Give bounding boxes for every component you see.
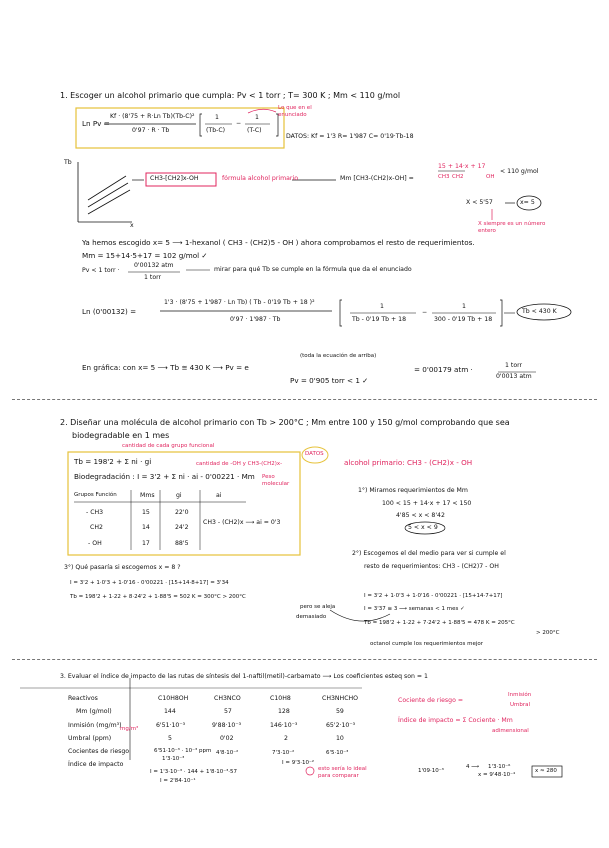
- col-2-umb: 2: [284, 735, 288, 742]
- pv-num: 1 torr: [505, 362, 523, 369]
- bracket-b-den: (T-C): [247, 127, 262, 134]
- red-note-1: Cociente de riesgo =: [398, 697, 464, 704]
- row-label-4: Cocientes de riesgo: [68, 748, 130, 755]
- compare-marker: [306, 767, 314, 775]
- formula-numerator: Kf · (8'75 + R·Ln Tb)(Tb-C)²: [110, 113, 195, 120]
- s2-heading-2: biodegradable en 1 mes: [72, 431, 170, 440]
- s2-gt: > 200°C: [536, 630, 560, 636]
- graph-line-3: [88, 190, 130, 214]
- bracket-a-den: (Tb-C): [206, 127, 226, 134]
- x-circle-text: x= 5: [520, 199, 535, 206]
- col-1-umb: 0'02: [220, 735, 234, 742]
- ineq2: 4'85 < x < 8'42: [396, 512, 445, 519]
- step1: 1°) Miramos requerimientos de Mm: [358, 487, 468, 494]
- ineq3: 5 < x < 9: [408, 524, 438, 531]
- q3-note-2: demasiado: [296, 614, 327, 620]
- table-row: - OH: [88, 540, 102, 547]
- separator-2: [12, 659, 597, 660]
- index-calc-1: I = 1'3·10⁻³ · 144 + 1'8·10⁻³·57: [150, 769, 238, 775]
- note-given: Lo que en el enunciado: [278, 105, 312, 118]
- comp-result: x ≈ 280: [535, 768, 557, 774]
- col-3-mm: 59: [336, 708, 344, 715]
- s1-line2: Mm = 15+14·5+17 = 102 g/mol ✓: [82, 251, 208, 260]
- s2-heading-1: 2. Diseñar una molécula de alcohol primario con Tb > 200°C ; Mm entre 100 y 150 g/mol comprobando que sea: [60, 418, 510, 427]
- row-label-2: Inmisión (mg/m³): [68, 722, 122, 729]
- row-label-0: Reactivos: [68, 695, 98, 702]
- comp-small: 1'3·10⁻⁶: [488, 764, 511, 770]
- s1-line3-b: mirar para qué Tb se cumple en la fórmula que da el enunciado: [214, 266, 412, 273]
- formula-label: fórmula alcohol primario: [222, 175, 298, 182]
- mm-expression: Mm [CH3-(CH2)x-OH] =: [340, 175, 414, 182]
- x-note: X siempre es un número entero: [478, 221, 546, 234]
- s2-i2: I = 3'37 ≅ 3 ⟶ semanas < 1 mes ✓: [364, 606, 465, 612]
- minus-sign: −: [236, 120, 242, 127]
- row-label-3: Umbral (ppm): [68, 735, 112, 742]
- ln-numerator: 1'3 · (8'75 + 1'987 · Ln Tb) ( Tb - 0'19 Tb + 18 )²: [164, 299, 315, 306]
- col-3-umb: 10: [336, 735, 344, 742]
- graph-line: En gráfica: con x= 5 ⟶ Tb ≅ 430 K ⟶ Pv = e: [82, 363, 249, 372]
- ai-note: CH3 - (CH2)x ⟶ ai = 0'3: [203, 519, 281, 526]
- q3-i: I = 3'2 + 1·0'3 + 1·0'16 - 0'00221 · [15+14·8+17] = 3'34: [70, 580, 229, 586]
- s1-line1: Ya hemos escogido x= 5 ⟶ 1-hexanol ( CH3 - (CH2)5 - OH ) ahora comprobamos el resto de requerimientos.: [82, 238, 475, 247]
- comp-calc-1: 1'09·10⁻³: [418, 768, 444, 774]
- col-3-inm: 65'2·10⁻³: [326, 722, 356, 729]
- s1-line3-den: 1 torr: [144, 274, 162, 281]
- pv-value: = 0'00179 atm ·: [414, 365, 473, 374]
- red-note-2: Índice de impacto = Σ Cociente · Mm: [398, 717, 513, 724]
- ln-b1-num: 1: [380, 303, 384, 310]
- q3-note-1: pero se aleja: [300, 604, 336, 610]
- step2-a: 2°) Escogemos el del medio para ver si cumple el: [352, 550, 506, 557]
- col-3-name: CH3NHCHO: [322, 695, 359, 702]
- pv-den: 0'0013 atm: [496, 373, 532, 380]
- ln-b2-den: 300 - 0'19 Tb + 18: [434, 316, 493, 323]
- red-frac-num: Inmisión: [508, 692, 532, 698]
- table-row: - CH3: [86, 509, 104, 516]
- x-inequality: X < 5'57: [466, 199, 493, 206]
- tb-equation: Tb = 198'2 + Σ ni · gi: [74, 457, 152, 466]
- bio-equation: Biodegradación : I = 3'2 + Σ ni · ai - 0'00221 · Mm: [74, 472, 255, 481]
- table-cell: 17: [142, 540, 150, 547]
- s2-tb: Tb = 198'2 + 1·22 + 7·24'2 + 1·88'5 = 478 K = 205°C: [364, 620, 515, 626]
- note-top: cantidad de cada grupo funcional: [122, 443, 215, 449]
- col-0-umb: 5: [168, 735, 172, 742]
- table-header-0: Grupos Función: [74, 492, 117, 498]
- col-1-name: CH3NCO: [214, 695, 241, 702]
- comp-x: 4 ⟶: [466, 764, 480, 770]
- col-2-coc: 7'3·10⁻²: [272, 750, 295, 756]
- mm-sub-ch3: CH3: [438, 174, 450, 180]
- comp-calc-2: x = 9'48·10⁻⁴: [478, 772, 516, 778]
- red-frac-den: Umbral: [510, 702, 531, 708]
- q3-heading: 3°) Qué pasaría si escogemos x = 8 ?: [64, 564, 181, 571]
- table-row: CH2: [90, 524, 103, 531]
- table-cell: 24'2: [175, 524, 189, 531]
- col-2-ind: I = 9'3·10⁻²: [282, 760, 315, 766]
- step2-b: resto de requerimientos: CH3 - (CH2)7 - OH: [364, 563, 499, 570]
- mm-limit: < 110 g/mol: [500, 168, 539, 175]
- s1-line3-a: Pv < 1 torr ·: [82, 267, 120, 274]
- col-0-calc: 6'51·10⁻³ · 10⁻³ ppm: [154, 748, 212, 754]
- index-calc-2: I = 2'84·10⁻¹: [160, 778, 196, 784]
- q3-tb: Tb = 198'2 + 1·22 + 8·24'2 + 1·88'5 = 502 K = 300°C > 200°C: [70, 594, 246, 600]
- ln-b2-num: 1: [462, 303, 466, 310]
- datos-line: DATOS: Kf = 1'3 R= 1'987 C= 0'19·Tb-18: [286, 133, 414, 140]
- note-peso: Peso molecular: [262, 474, 290, 487]
- col-2-mm: 128: [278, 708, 290, 715]
- alcohol-label: alcohol primario: CH3 - (CH2)x - OH: [344, 458, 473, 467]
- col-3-coc: 6'5·10⁻³: [326, 750, 349, 756]
- col-0-inm: 6'51·10⁻³: [156, 722, 186, 729]
- ln-denominator: 0'97 · 1'987 · Tb: [230, 316, 281, 323]
- col-1-mm: 57: [224, 708, 232, 715]
- formula-denominator: 0'97 · R · Tb: [132, 127, 170, 134]
- table-header-1: Mms: [140, 492, 155, 499]
- table-cell: 22'0: [175, 509, 189, 516]
- compare-note: esto sería lo ideal para comparar: [318, 766, 367, 779]
- col-0-mm: 144: [164, 708, 176, 715]
- row-label-1: Mm (g/mol): [76, 708, 112, 715]
- mm-sub-ch2: CH2: [452, 174, 464, 180]
- formula-left: Ln Pv =: [82, 119, 110, 128]
- s3-heading: 3. Evaluar el índice de impacto de las rutas de síntesis del 1-naftil(metil)-carbamato ⟶ Los coeficientes esteq son = 1: [60, 673, 428, 680]
- unit-note: mg/m³: [120, 726, 139, 732]
- col-1-inm: 9'88·10⁻³: [212, 722, 242, 729]
- mm-sub-oh: OH: [486, 174, 495, 180]
- s2-final: octanol cumple los requerimientos mejor: [370, 641, 484, 647]
- ineq1: 100 < 15 + 14·x + 17 < 150: [382, 500, 472, 507]
- bracket-a-num: 1: [215, 114, 219, 121]
- ln-left: Ln (0'00132) =: [82, 307, 137, 316]
- s2-i: I = 3'2 + 1·0'3 + 1·0'16 - 0'00221 · [15+14·7+17]: [364, 593, 503, 599]
- graph-exponent: (toda la ecuación de arriba): [300, 353, 377, 359]
- chain-box-text: CH3-[CH2]x-OH: [150, 175, 199, 182]
- table-cell: 14: [142, 524, 150, 531]
- col-2-inm: 146·10⁻³: [270, 722, 298, 729]
- col-0-name: C10H8OH: [158, 695, 189, 702]
- s1-heading: 1. Escoger un alcohol primario que cumpla: Pv < 1 torr ; T= 300 K ; Mm < 110 g/mol: [60, 91, 401, 100]
- graph-x-label: x: [130, 222, 134, 229]
- note-arrow: [248, 109, 276, 113]
- tb-result: Tb < 430 K: [522, 308, 557, 315]
- note-groups: cantidad de -OH y CH3-(CH2)x-: [196, 461, 283, 467]
- separator-1: [12, 399, 597, 400]
- col-2-name: C10H8: [270, 695, 291, 702]
- table-cell: 15: [142, 509, 150, 516]
- row-label-5: Índice de impacto: [68, 761, 124, 768]
- pv-result: Pv = 0'905 torr < 1 ✓: [290, 376, 369, 385]
- ln-minus: −: [422, 309, 428, 316]
- table-header-2: gi: [176, 492, 182, 499]
- bracket-b-num: 1: [255, 114, 259, 121]
- mm-sum: 15 + 14·x + 17: [438, 163, 486, 170]
- red-note-3: adimensional: [492, 728, 529, 734]
- datos-tag: DATOS: [305, 451, 324, 457]
- s1-line3-num: 0'00132 atm: [134, 262, 174, 269]
- table-cell: 88'5: [175, 540, 189, 547]
- table-header-3: ai: [216, 492, 222, 499]
- col-1-coc: 4'8·10⁻²: [216, 750, 239, 756]
- graph-y-label: Tb: [64, 159, 72, 166]
- ln-b1-den: Tb - 0'19 Tb + 18: [352, 316, 407, 323]
- col-0-coc: 1'3·10⁻³: [162, 756, 185, 762]
